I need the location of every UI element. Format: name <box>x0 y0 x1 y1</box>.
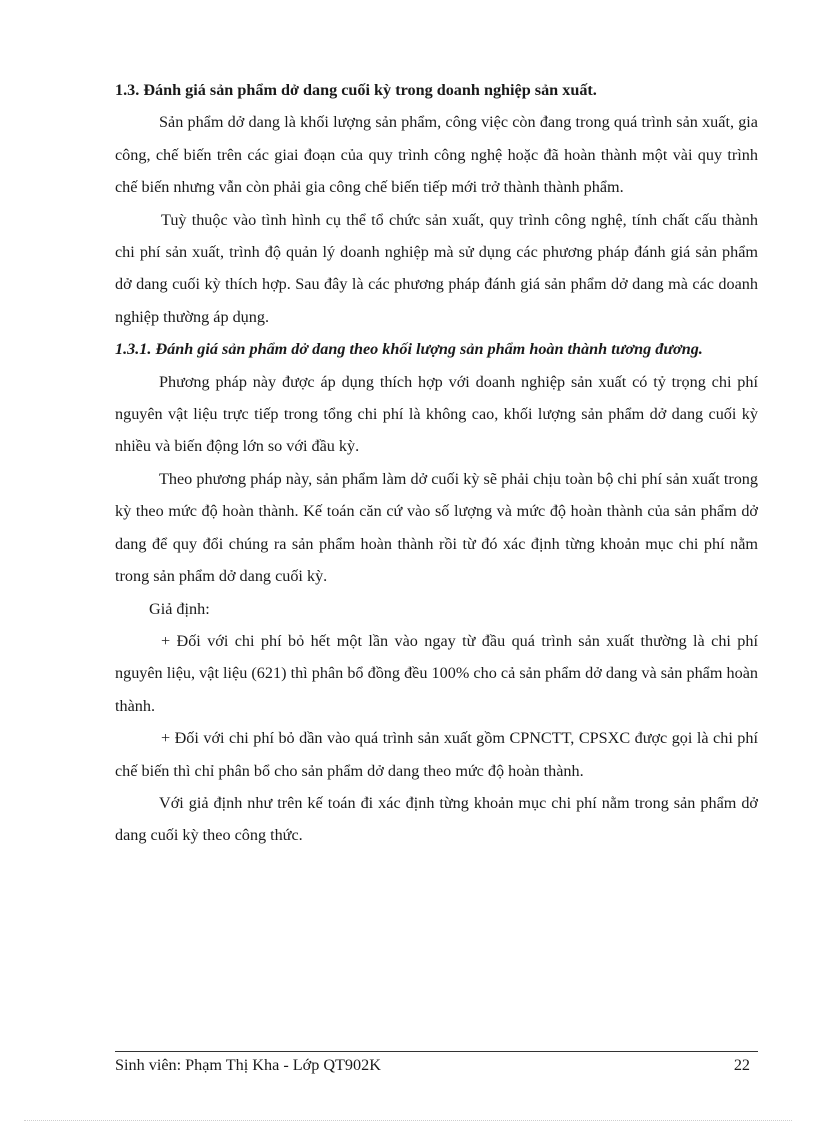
page-content <box>115 74 758 852</box>
footer-student: Sinh viên: Phạm Thị Kha - Lớp QT902K <box>115 1056 381 1074</box>
footer-divider <box>115 1051 758 1052</box>
subsection-heading: 1.3.1. Đánh giá sản phẩm dở dang theo khối lượng sản phẩm hoàn thành tương đương. <box>115 340 703 359</box>
paragraph-intro-1: Sản phẩm dở dang là khối lượng sản phẩm, công việc còn đang trong quá trình sản xuất, gia công, chế biến trên các giai đoạn của quy trình công nghệ hoặc đã hoàn thành một vài quy trình chế biến nhưng vẫn còn phải gia công chế biến tiếp mới trở thành thành phẩm. <box>115 113 758 197</box>
section-heading: 1.3. Đánh giá sản phẩm dở dang cuối kỳ trong doanh nghiệp sản xuất. <box>115 81 597 99</box>
assumption-1: + Đối với chi phí bỏ hết một lần vào ngay từ đầu quá trình sản xuất thường là chi phí nguyên liệu, vật liệu (621) thì phân bổ đồng đều 100% cho cả sản phẩm dở dang và sản phẩm hoàn thành. <box>115 631 758 715</box>
assumption-label: Giả định: <box>149 599 210 618</box>
conclusion-paragraph: Với giả định như trên kế toán đi xác định từng khoản mục chi phí nằm trong sản phẩm dở dang cuối kỳ theo công thức. <box>115 793 758 845</box>
paragraph-method-2: Theo phương pháp này, sản phẩm làm dở cuối kỳ sẽ phải chịu toàn bộ chi phí sản xuất trong kỳ theo mức độ hoàn thành. Kế toán căn cứ vào số lượng và mức độ hoàn thành của sản phẩm dở dang để quy đổi chúng ra sản phẩm hoàn thành rồi từ đó xác định từng khoản mục chi phí nằm trong sản phẩm dở dang cuối kỳ. <box>115 469 758 586</box>
page-footer <box>115 1054 758 1076</box>
paragraph-intro-2: Tuỳ thuộc vào tình hình cụ thể tổ chức sản xuất, quy trình công nghệ, tính chất cấu thành chi phí sản xuất, trình độ quản lý doanh nghiệp mà sử dụng các phương pháp đánh giá sản phẩm dở dang cuối kỳ thích hợp. Sau đây là các phương pháp đánh giá sản phẩm dở dang mà các doanh nghiệp thường áp dụng. <box>115 210 758 326</box>
page-number: 22 <box>733 1056 750 1074</box>
assumption-2: + Đối với chi phí bỏ dần vào quá trình sản xuất gồm CPNCTT, CPSXC được gọi là chi phí chế biến thì chỉ phân bổ cho sản phẩm dở dang theo mức độ hoàn thành. <box>115 729 758 780</box>
page-bottom-edge <box>24 1120 792 1121</box>
paragraph-method-1: Phương pháp này được áp dụng thích hợp với doanh nghiệp sản xuất có tỷ trọng chi phí nguyên vật liệu trực tiếp trong tổng chi phí là không cao, khối lượng sản phẩm dở dang cuối kỳ nhiều và biến động lớn so với đầu kỳ. <box>115 372 758 456</box>
